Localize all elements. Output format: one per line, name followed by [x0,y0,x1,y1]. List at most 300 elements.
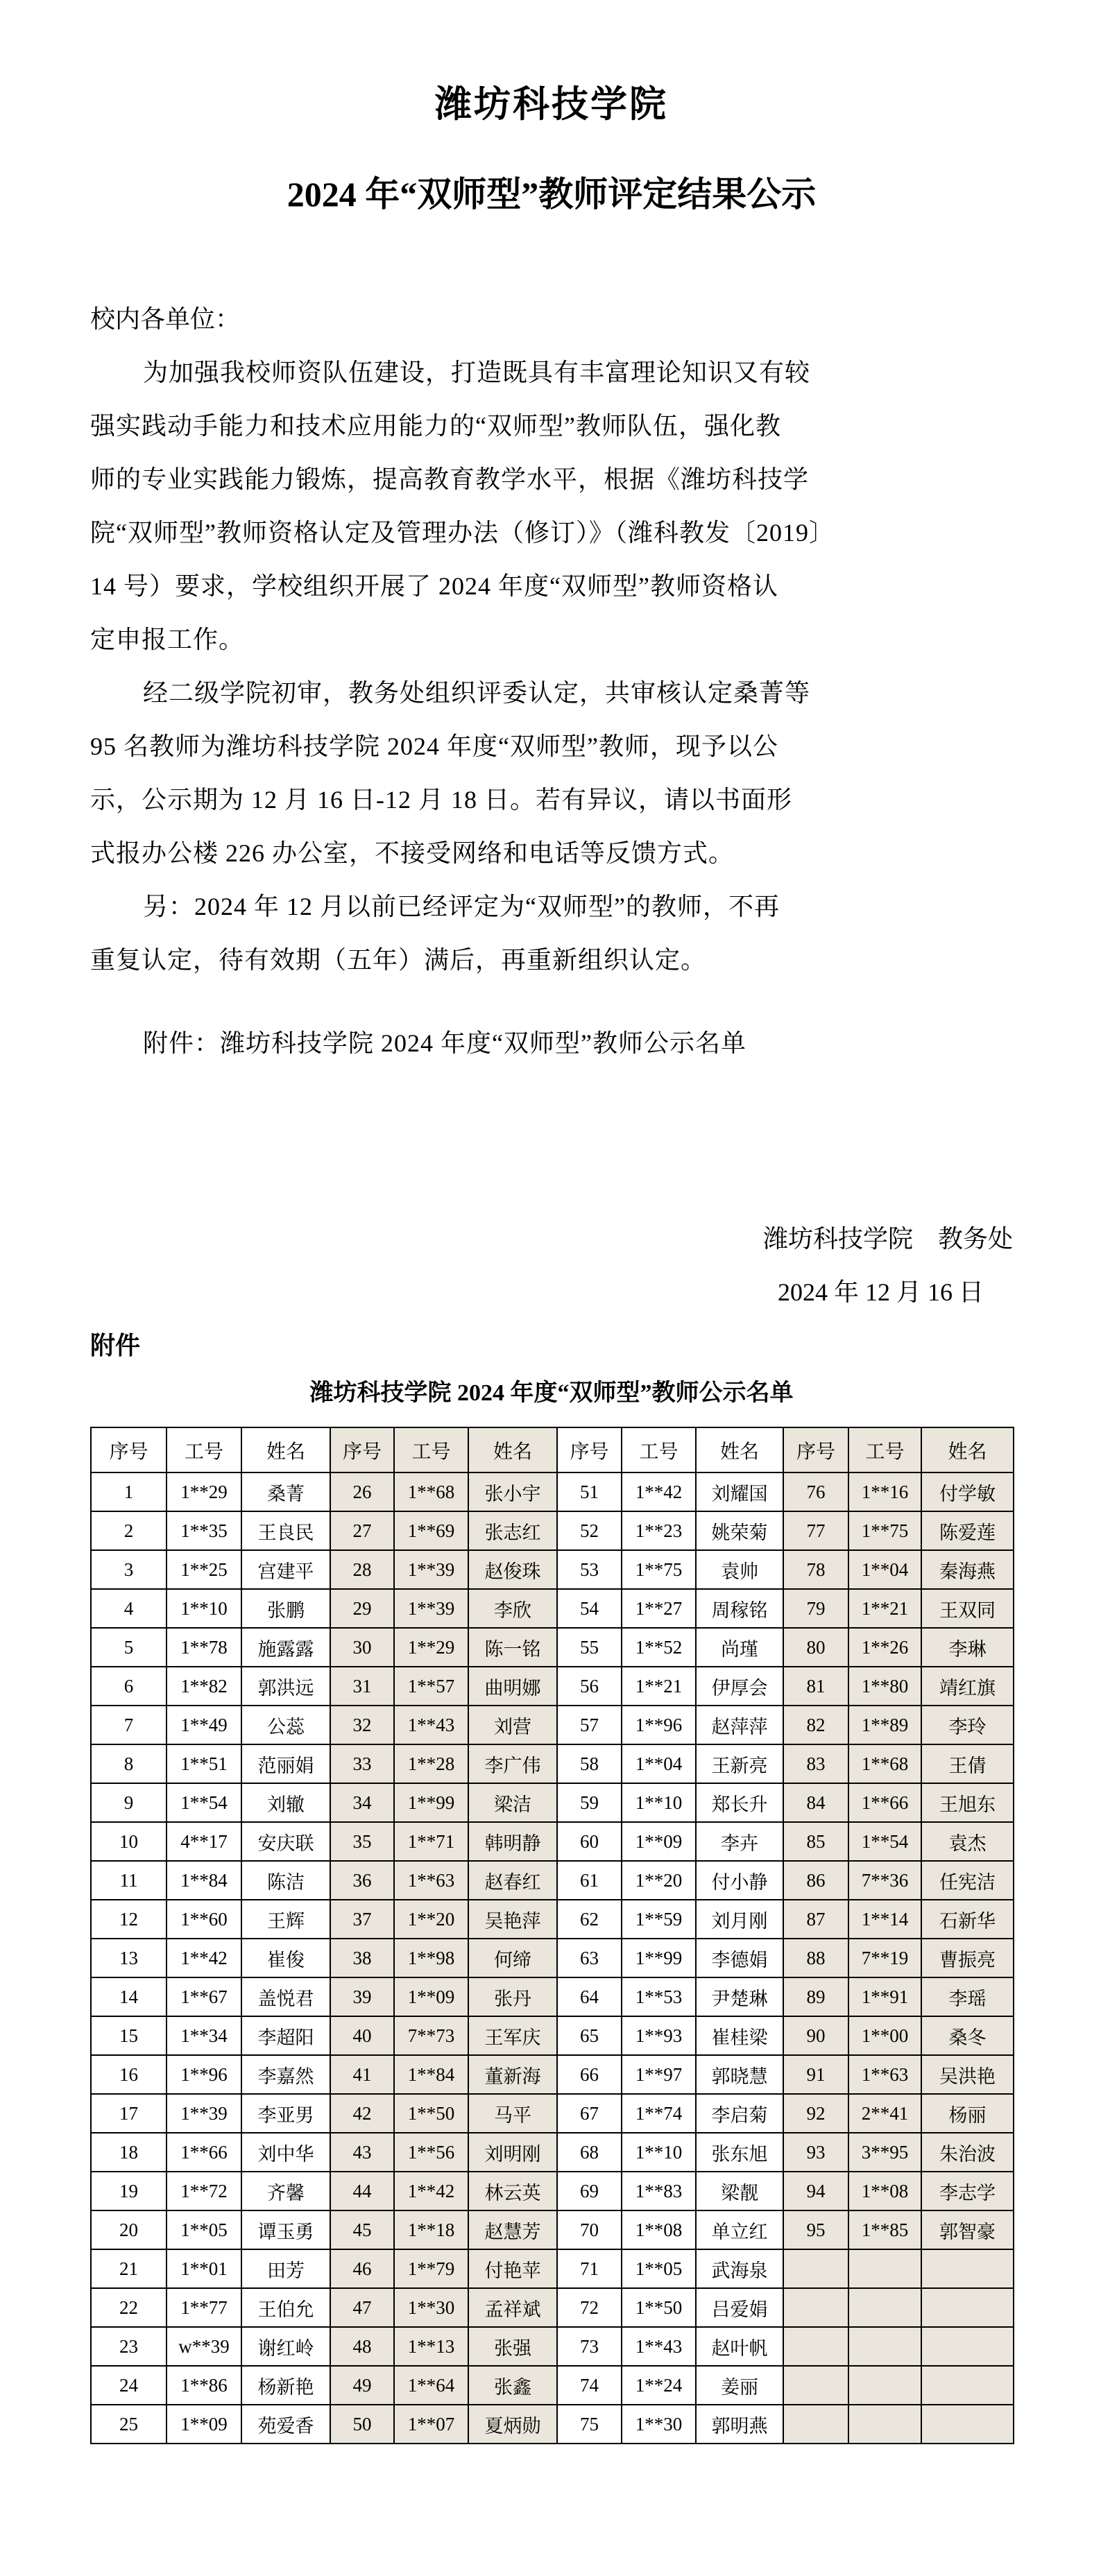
cell-seq-no: 65 [557,2016,622,2055]
cell-teacher-name: 尚瑾 [696,1628,783,1667]
cell-staff-id: 1**42 [394,2172,468,2210]
cell-staff-id: 1**09 [622,1822,696,1861]
cell-teacher-name: 王双同 [921,1589,1014,1628]
appendix-label: 附件 [90,1332,141,1359]
cell-staff-id: 1**14 [848,1900,921,1939]
cell-staff-id: 1**89 [848,1706,921,1744]
cell-seq-no: 11 [91,1861,167,1900]
cell-staff-id: 1**79 [394,2249,468,2288]
cell-teacher-name [921,2405,1014,2444]
cell-teacher-name: 曲明娜 [468,1667,557,1706]
roster-table [90,1427,1014,2444]
cell-teacher-name: 李亚男 [241,2094,330,2133]
cell-teacher-name: 梁靓 [696,2172,783,2210]
cell-seq-no: 20 [91,2210,167,2249]
cell-teacher-name: 张小宇 [468,1472,557,1511]
cell-teacher-name: 王倩 [921,1744,1014,1783]
cell-seq-no: 4 [91,1589,167,1628]
cell-seq-no: 14 [91,1977,167,2016]
cell-seq-no: 58 [557,1744,622,1783]
cell-staff-id: 1**10 [622,1783,696,1822]
cell-seq-no: 89 [783,1977,848,2016]
cell-staff-id: 1**64 [394,2366,468,2405]
cell-teacher-name: 宫建平 [241,1550,330,1589]
cell-seq-no: 66 [557,2055,622,2094]
cell-teacher-name: 刘中华 [241,2133,330,2172]
cell-seq-no: 6 [91,1667,167,1706]
cell-teacher-name: 李广伟 [468,1744,557,1783]
cell-teacher-name: 张强 [468,2327,557,2366]
cell-seq-no: 83 [783,1744,848,1783]
cell-teacher-name: 王军庆 [468,2016,557,2055]
cell-staff-id: 1**63 [848,2055,921,2094]
cell-seq-no [783,2327,848,2366]
cell-teacher-name: 陈一铭 [468,1628,557,1667]
body-line: 重复认定，待有效期（五年）满后，再重新组织认定。 [90,946,707,974]
body-line: 定申报工作。 [90,626,245,653]
cell-staff-id: 1**18 [394,2210,468,2249]
cell-staff-id: 1**85 [848,2210,921,2249]
cell-staff-id: 1**01 [167,2249,241,2288]
cell-staff-id: 1**42 [167,1939,241,1977]
cell-staff-id: w**39 [167,2327,241,2366]
cell-staff-id: 1**50 [622,2288,696,2327]
table-row [91,2327,1014,2366]
column-header: 工号 [394,1427,468,1472]
cell-staff-id: 1**66 [848,1783,921,1822]
table-row [91,2249,1014,2288]
column-header: 序号 [557,1427,622,1472]
cell-teacher-name: 李志学 [921,2172,1014,2210]
cell-seq-no: 36 [330,1861,394,1900]
table-row [91,1511,1014,1550]
cell-seq-no: 73 [557,2327,622,2366]
cell-staff-id: 1**52 [622,1628,696,1667]
cell-staff-id: 1**00 [848,2016,921,2055]
cell-teacher-name: 李嘉然 [241,2055,330,2094]
cell-teacher-name: 赵俊珠 [468,1550,557,1589]
cell-seq-no: 2 [91,1511,167,1550]
cell-staff-id: 1**93 [622,2016,696,2055]
cell-staff-id: 1**77 [167,2288,241,2327]
cell-staff-id: 1**99 [394,1783,468,1822]
cell-teacher-name: 武海泉 [696,2249,783,2288]
cell-seq-no: 69 [557,2172,622,2210]
cell-teacher-name: 王良民 [241,1511,330,1550]
cell-seq-no: 70 [557,2210,622,2249]
cell-staff-id: 1**04 [848,1550,921,1589]
cell-seq-no: 3 [91,1550,167,1589]
cell-staff-id: 1**42 [622,1472,696,1511]
cell-staff-id: 1**34 [167,2016,241,2055]
cell-staff-id: 3**95 [848,2133,921,2172]
table-row [91,1550,1014,1589]
cell-teacher-name: 李瑶 [921,1977,1014,2016]
cell-teacher-name: 陈洁 [241,1861,330,1900]
cell-staff-id: 1**56 [394,2133,468,2172]
body-line: 师的专业实践能力锻炼，提高教育教学水平，根据《潍坊科技学 [90,465,810,493]
cell-teacher-name: 吕爱娟 [696,2288,783,2327]
cell-seq-no [783,2249,848,2288]
cell-seq-no: 34 [330,1783,394,1822]
cell-seq-no: 40 [330,2016,394,2055]
cell-teacher-name: 赵慧芳 [468,2210,557,2249]
cell-teacher-name: 周稼铭 [696,1589,783,1628]
cell-staff-id [848,2249,921,2288]
cell-staff-id: 1**26 [848,1628,921,1667]
table-row [91,2405,1014,2444]
cell-staff-id: 1**59 [622,1900,696,1939]
cell-seq-no: 12 [91,1900,167,1939]
cell-teacher-name: 刘耀国 [696,1472,783,1511]
body-line: 另：2024 年 12 月以前已经评定为“双师型”的教师，不再 [143,893,780,920]
cell-seq-no: 33 [330,1744,394,1783]
cell-staff-id: 1**50 [394,2094,468,2133]
cell-staff-id: 1**09 [167,2405,241,2444]
table-row [91,1472,1014,1511]
cell-teacher-name: 苑爱香 [241,2405,330,2444]
cell-teacher-name: 赵叶帆 [696,2327,783,2366]
cell-seq-no: 64 [557,1977,622,2016]
cell-teacher-name: 李超阳 [241,2016,330,2055]
cell-staff-id: 1**68 [394,1472,468,1511]
cell-teacher-name: 李玲 [921,1706,1014,1744]
cell-staff-id: 1**27 [622,1589,696,1628]
cell-staff-id: 1**66 [167,2133,241,2172]
cell-teacher-name: 桑冬 [921,2016,1014,2055]
cell-seq-no: 91 [783,2055,848,2094]
cell-teacher-name: 王新亮 [696,1744,783,1783]
cell-staff-id: 1**29 [167,1472,241,1511]
cell-seq-no: 57 [557,1706,622,1744]
cell-seq-no: 59 [557,1783,622,1822]
cell-teacher-name: 谭玉勇 [241,2210,330,2249]
cell-seq-no: 30 [330,1628,394,1667]
cell-staff-id: 1**80 [848,1667,921,1706]
cell-staff-id: 1**83 [622,2172,696,2210]
table-row [91,2016,1014,2055]
cell-staff-id: 1**53 [622,1977,696,2016]
column-header: 工号 [848,1427,921,1472]
body-line: 院“双师型”教师资格认定及管理办法（修订）》（潍科教发〔2019〕 [90,519,835,547]
cell-seq-no: 52 [557,1511,622,1550]
cell-staff-id: 1**39 [394,1550,468,1589]
column-header: 序号 [330,1427,394,1472]
cell-teacher-name: 曹振亮 [921,1939,1014,1977]
cell-staff-id: 1**20 [622,1861,696,1900]
cell-staff-id: 1**25 [167,1550,241,1589]
column-header: 姓名 [241,1427,330,1472]
cell-teacher-name: 王辉 [241,1900,330,1939]
cell-teacher-name: 刘明刚 [468,2133,557,2172]
cell-seq-no: 95 [783,2210,848,2249]
cell-seq-no: 53 [557,1550,622,1589]
cell-seq-no: 38 [330,1939,394,1977]
cell-seq-no: 68 [557,2133,622,2172]
cell-seq-no [783,2405,848,2444]
cell-teacher-name: 夏炳勋 [468,2405,557,2444]
cell-seq-no: 15 [91,2016,167,2055]
cell-seq-no: 18 [91,2133,167,2172]
cell-staff-id: 4**17 [167,1822,241,1861]
table-row [91,2133,1014,2172]
cell-teacher-name: 崔桂梁 [696,2016,783,2055]
cell-seq-no: 46 [330,2249,394,2288]
cell-teacher-name: 吴洪艳 [921,2055,1014,2094]
cell-staff-id: 1**99 [622,1939,696,1977]
cell-staff-id: 1**24 [622,2366,696,2405]
cell-staff-id: 1**75 [622,1550,696,1589]
cell-seq-no: 39 [330,1977,394,2016]
body-line: 95 名教师为潍坊科技学院 2024 年度“双师型”教师，现予以公 [90,732,778,760]
cell-teacher-name: 何缔 [468,1939,557,1977]
cell-teacher-name: 朱治波 [921,2133,1014,2172]
cell-staff-id: 1**57 [394,1667,468,1706]
signature-org: 潍坊科技学院 教务处 [762,1225,1013,1253]
table-row [91,1628,1014,1667]
cell-seq-no: 5 [91,1628,167,1667]
cell-seq-no: 86 [783,1861,848,1900]
cell-seq-no: 23 [91,2327,167,2366]
cell-seq-no: 22 [91,2288,167,2327]
cell-staff-id: 1**86 [167,2366,241,2405]
cell-staff-id: 1**04 [622,1744,696,1783]
cell-staff-id: 1**16 [848,1472,921,1511]
cell-seq-no: 61 [557,1861,622,1900]
table-row [91,2366,1014,2405]
cell-staff-id: 1**08 [848,2172,921,2210]
cell-teacher-name: 李启菊 [696,2094,783,2133]
cell-staff-id: 1**91 [848,1977,921,2016]
cell-staff-id: 1**72 [167,2172,241,2210]
cell-seq-no: 1 [91,1472,167,1511]
cell-seq-no: 8 [91,1744,167,1783]
cell-staff-id [848,2405,921,2444]
table-row [91,1783,1014,1822]
cell-teacher-name: 任宪洁 [921,1861,1014,1900]
cell-staff-id: 1**82 [167,1667,241,1706]
cell-teacher-name: 林云英 [468,2172,557,2210]
cell-staff-id: 1**63 [394,1861,468,1900]
cell-teacher-name: 桑菁 [241,1472,330,1511]
cell-seq-no: 25 [91,2405,167,2444]
cell-seq-no: 93 [783,2133,848,2172]
cell-seq-no: 92 [783,2094,848,2133]
cell-teacher-name: 盖悦君 [241,1977,330,2016]
cell-staff-id: 1**05 [167,2210,241,2249]
cell-teacher-name: 郭明燕 [696,2405,783,2444]
cell-staff-id [848,2327,921,2366]
table-row [91,1977,1014,2016]
body-line: 式报办公楼 226 办公室，不接受网络和电话等反馈方式。 [90,839,735,867]
cell-seq-no: 42 [330,2094,394,2133]
cell-seq-no: 81 [783,1667,848,1706]
table-row [91,1861,1014,1900]
cell-seq-no: 13 [91,1939,167,1977]
cell-teacher-name: 王旭东 [921,1783,1014,1822]
cell-teacher-name: 齐馨 [241,2172,330,2210]
table-row [91,2055,1014,2094]
cell-staff-id: 1**96 [622,1706,696,1744]
column-header: 姓名 [468,1427,557,1472]
cell-seq-no: 56 [557,1667,622,1706]
cell-seq-no: 79 [783,1589,848,1628]
column-header: 工号 [622,1427,696,1472]
cell-staff-id: 1**10 [167,1589,241,1628]
table-row [91,2094,1014,2133]
cell-staff-id: 1**78 [167,1628,241,1667]
cell-seq-no [783,2366,848,2405]
cell-staff-id: 1**54 [167,1783,241,1822]
cell-teacher-name: 赵萍萍 [696,1706,783,1744]
cell-teacher-name: 付艳苹 [468,2249,557,2288]
cell-teacher-name: 田芳 [241,2249,330,2288]
cell-teacher-name: 李琳 [921,1628,1014,1667]
body-line: 示，公示期为 12 月 16 日-12 月 18 日。若有异议，请以书面形 [90,786,792,814]
cell-staff-id: 1**09 [394,1977,468,2016]
table-row [91,2210,1014,2249]
table-row [91,2288,1014,2327]
cell-seq-no: 31 [330,1667,394,1706]
cell-teacher-name: 刘辙 [241,1783,330,1822]
cell-teacher-name: 郭洪远 [241,1667,330,1706]
cell-seq-no: 71 [557,2249,622,2288]
cell-teacher-name: 付小静 [696,1861,783,1900]
cell-staff-id: 7**19 [848,1939,921,1977]
cell-seq-no: 26 [330,1472,394,1511]
cell-teacher-name: 李欣 [468,1589,557,1628]
cell-teacher-name: 杨新艳 [241,2366,330,2405]
cell-staff-id: 1**21 [848,1589,921,1628]
cell-teacher-name: 郑长升 [696,1783,783,1822]
table-row [91,1822,1014,1861]
cell-seq-no: 41 [330,2055,394,2094]
attachment-reference-line: 附件：潍坊科技学院 2024 年度“双师型”教师公示名单 [143,1029,746,1057]
cell-staff-id: 1**30 [394,2288,468,2327]
roster-header-row [91,1427,1014,1472]
cell-staff-id: 1**08 [622,2210,696,2249]
cell-teacher-name: 秦海燕 [921,1550,1014,1589]
cell-staff-id: 1**51 [167,1744,241,1783]
cell-teacher-name: 施露露 [241,1628,330,1667]
table-row [91,1939,1014,1977]
cell-staff-id: 1**67 [167,1977,241,2016]
cell-staff-id: 1**30 [622,2405,696,2444]
body-line: 14 号）要求，学校组织开展了 2024 年度“双师型”教师资格认 [90,572,778,600]
cell-seq-no: 84 [783,1783,848,1822]
cell-seq-no: 27 [330,1511,394,1550]
cell-staff-id: 1**21 [622,1667,696,1706]
cell-staff-id: 1**35 [167,1511,241,1550]
cell-teacher-name: 袁杰 [921,1822,1014,1861]
cell-teacher-name: 韩明静 [468,1822,557,1861]
cell-seq-no: 77 [783,1511,848,1550]
cell-seq-no: 60 [557,1822,622,1861]
cell-seq-no: 43 [330,2133,394,2172]
cell-teacher-name: 吴艳萍 [468,1900,557,1939]
cell-teacher-name: 张鹏 [241,1589,330,1628]
body-line: 经二级学院初审，教务处组织评委认定，共审核认定桑菁等 [143,679,811,707]
cell-seq-no: 44 [330,2172,394,2210]
cell-seq-no: 90 [783,2016,848,2055]
cell-teacher-name: 伊厚会 [696,1667,783,1706]
cell-teacher-name: 赵春红 [468,1861,557,1900]
cell-seq-no: 55 [557,1628,622,1667]
document-page [0,75,1101,2576]
cell-teacher-name: 崔俊 [241,1939,330,1977]
cell-seq-no: 28 [330,1550,394,1589]
column-header: 姓名 [921,1427,1014,1472]
cell-teacher-name: 张鑫 [468,2366,557,2405]
cell-teacher-name: 董新海 [468,2055,557,2094]
table-row [91,1667,1014,1706]
cell-seq-no: 74 [557,2366,622,2405]
cell-seq-no: 54 [557,1589,622,1628]
cell-seq-no: 62 [557,1900,622,1939]
cell-seq-no: 67 [557,2094,622,2133]
cell-teacher-name: 姚荣菊 [696,1511,783,1550]
cell-staff-id: 1**49 [167,1706,241,1744]
cell-teacher-name [921,2327,1014,2366]
cell-seq-no: 63 [557,1939,622,1977]
cell-seq-no: 87 [783,1900,848,1939]
cell-teacher-name: 郭晓慧 [696,2055,783,2094]
cell-seq-no: 76 [783,1472,848,1511]
cell-teacher-name: 刘营 [468,1706,557,1744]
roster-body [91,1472,1014,2444]
cell-teacher-name: 杨丽 [921,2094,1014,2133]
document-title-line1: 潍坊科技学院 [435,85,668,125]
table-row [91,1706,1014,1744]
cell-seq-no: 85 [783,1822,848,1861]
cell-staff-id: 7**36 [848,1861,921,1900]
cell-teacher-name: 安庆联 [241,1822,330,1861]
cell-teacher-name [921,2288,1014,2327]
table-row [91,1900,1014,1939]
body-line: 强实践动手能力和技术应用能力的“双师型”教师队伍，强化教 [90,412,781,440]
cell-staff-id: 1**43 [394,1706,468,1744]
cell-staff-id: 1**28 [394,1744,468,1783]
cell-staff-id: 1**96 [167,2055,241,2094]
cell-seq-no: 37 [330,1900,394,1939]
cell-staff-id: 1**98 [394,1939,468,1977]
cell-teacher-name: 陈爱莲 [921,1511,1014,1550]
cell-staff-id: 1**20 [394,1900,468,1939]
roster-table-title: 潍坊科技学院 2024 年度“双师型”教师公示名单 [309,1380,794,1406]
cell-seq-no [783,2288,848,2327]
cell-staff-id: 1**39 [394,1589,468,1628]
column-header: 序号 [783,1427,848,1472]
cell-teacher-name: 靖红旗 [921,1667,1014,1706]
cell-staff-id: 1**29 [394,1628,468,1667]
cell-seq-no: 24 [91,2366,167,2405]
cell-teacher-name: 郭智豪 [921,2210,1014,2249]
cell-seq-no: 50 [330,2405,394,2444]
cell-staff-id: 1**60 [167,1900,241,1939]
cell-teacher-name: 袁帅 [696,1550,783,1589]
cell-teacher-name: 范丽娟 [241,1744,330,1783]
cell-teacher-name: 孟祥斌 [468,2288,557,2327]
cell-teacher-name: 梁洁 [468,1783,557,1822]
cell-teacher-name: 张东旭 [696,2133,783,2172]
cell-seq-no: 35 [330,1822,394,1861]
cell-staff-id: 1**07 [394,2405,468,2444]
cell-teacher-name: 张丹 [468,1977,557,2016]
cell-seq-no: 72 [557,2288,622,2327]
cell-teacher-name: 石新华 [921,1900,1014,1939]
cell-staff-id: 1**23 [622,1511,696,1550]
cell-staff-id: 1**39 [167,2094,241,2133]
